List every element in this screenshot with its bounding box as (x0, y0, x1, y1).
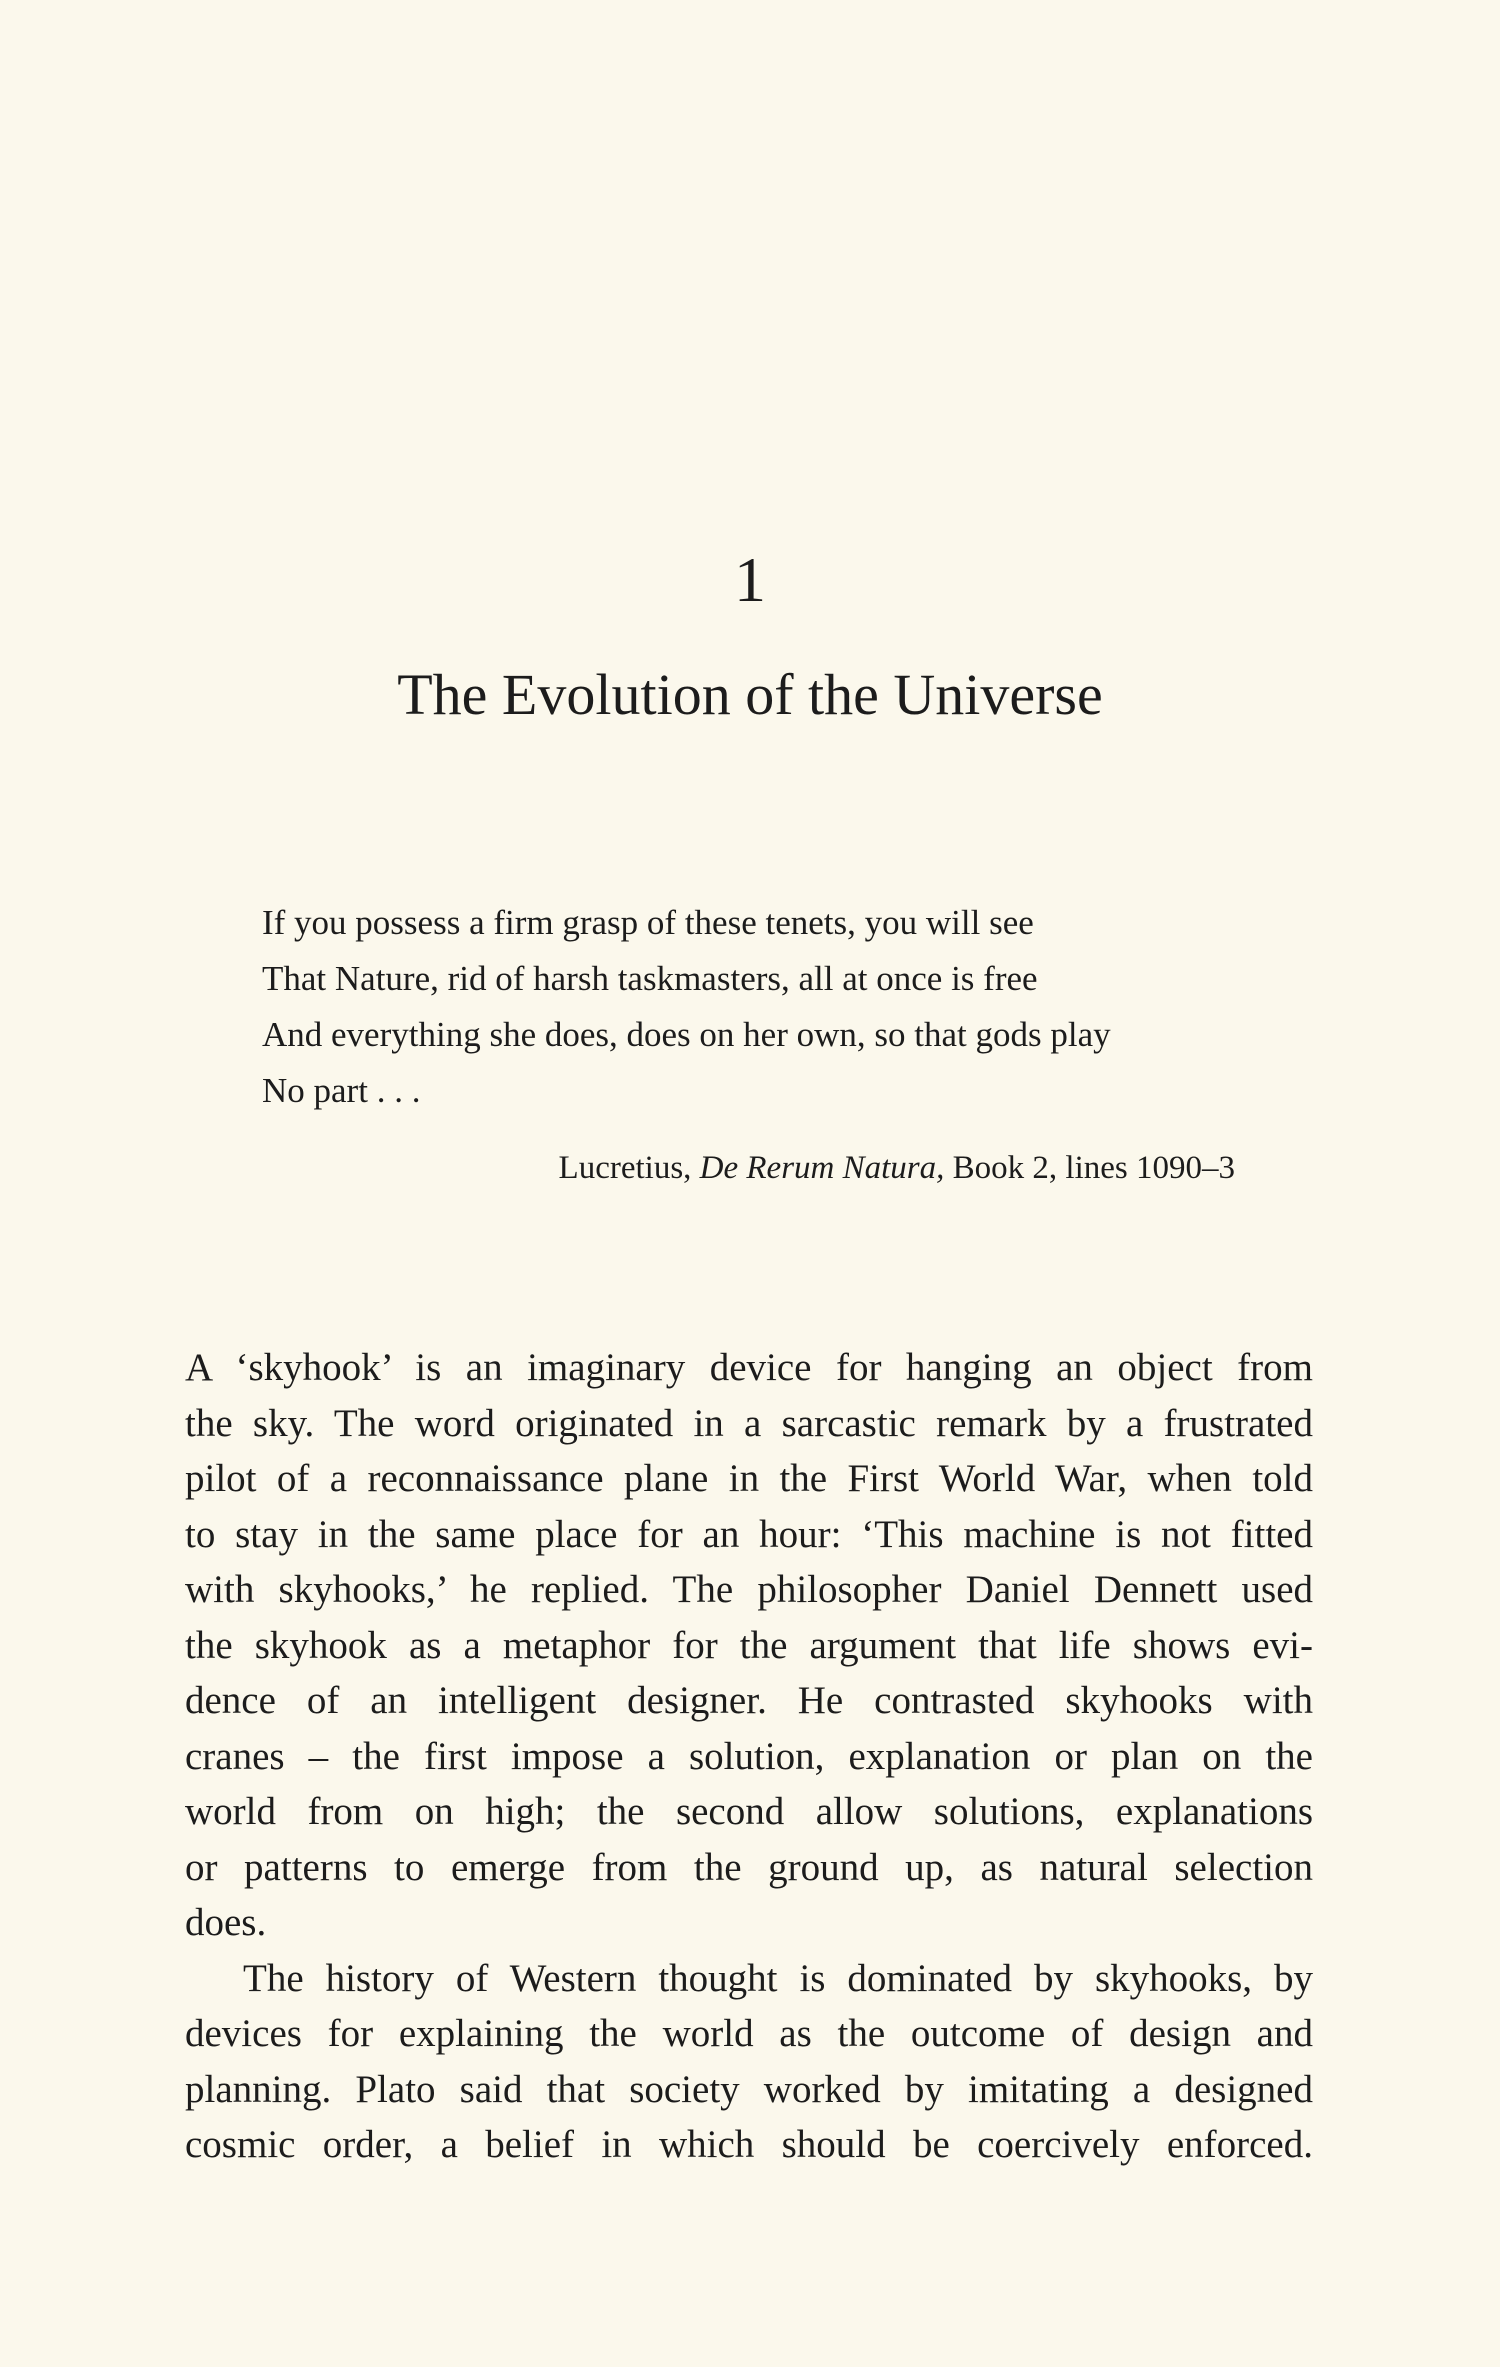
attribution-work: De Rerum Natura, (699, 1150, 945, 1186)
text-line: or patterns to emerge from the ground up, as natural selection (185, 1845, 1313, 1889)
text-line: world from on high; the second allow solutions, explanations (185, 1790, 1313, 1833)
paragraph-1 (185, 1340, 1313, 1951)
text-line: A ‘skyhook’ is an imaginary device for hanging an object from (185, 1346, 1313, 1389)
text-line: dence of an intelligent designer. He contrasted skyhooks with (185, 1679, 1313, 1722)
epigraph-line: No part . . . (262, 1071, 421, 1110)
text-line: devices for explaining the world as the outcome of design and (185, 2012, 1313, 2055)
epigraph-attribution (262, 1140, 1235, 1196)
text-line: cranes – the first impose a solution, explanation or plan on the (185, 1734, 1313, 1778)
text-line: the sky. The word originated in a sarcastic remark by a frustrated (185, 1401, 1313, 1445)
body-text (185, 1340, 1313, 2173)
epigraph-line: If you possess a firm grasp of these tenets, you will see (262, 903, 1034, 942)
chapter-number: 1 (734, 544, 766, 615)
text-line: cosmic order, a belief in which should be coercively enforced. (185, 2123, 1313, 2166)
epigraph (262, 895, 1242, 1119)
chapter-title: The Evolution of the Universe (397, 662, 1103, 727)
text-line: the skyhook as a metaphor for the argument that life shows evi- (185, 1623, 1313, 1667)
attribution-author: Lucretius, (558, 1150, 692, 1186)
epigraph-line: And everything she does, does on her own, so that gods play (262, 1015, 1111, 1054)
text-line: with skyhooks,’ he replied. The philosopher Daniel Dennett used (185, 1568, 1313, 1611)
paragraph-2 (185, 1951, 1313, 2173)
text-line: to stay in the same place for an hour: ‘This machine is not fitted (185, 1512, 1313, 1556)
text-line: pilot of a reconnaissance plane in the First World War, when told (185, 1457, 1313, 1500)
attribution-location: Book 2, lines 1090–3 (952, 1150, 1235, 1186)
text-line: The history of Western thought is dominated by skyhooks, by (243, 1956, 1313, 2000)
text-line: planning. Plato said that society worked by imitating a designed (185, 2067, 1313, 2111)
text-line: does. (185, 1901, 267, 1944)
epigraph-line: That Nature, rid of harsh taskmasters, all at once is free (262, 959, 1038, 998)
